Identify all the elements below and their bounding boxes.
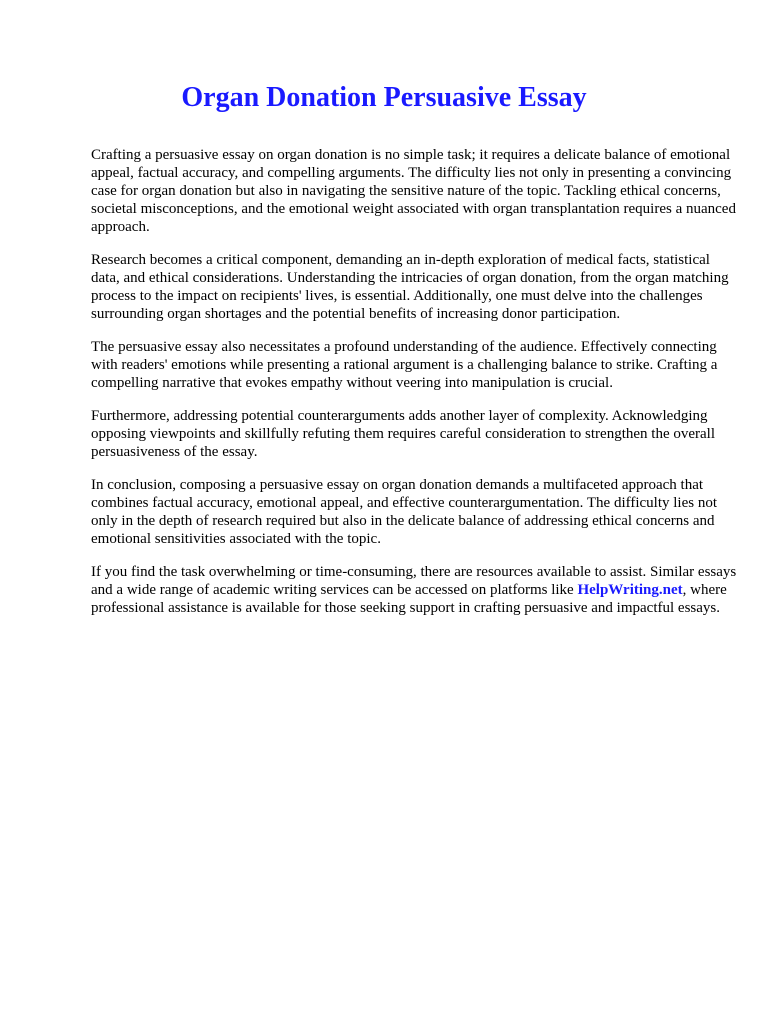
page-title: Organ Donation Persuasive Essay <box>181 82 587 113</box>
paragraph-6-before-link: If you find the task overwhelming or time-consuming, there are resources available to assist. Similar essays and a wide range of academic writing services can be accessed on platforms like <box>91 564 737 598</box>
paragraph-3: The persuasive essay also necessitates a profound understanding of the audience. Effectively connecting with readers' emotions while presenting a rational argument is a challenging balance to strike. Crafting a compelling narrative that evokes empathy without veering into manipulation is crucial. <box>91 339 718 391</box>
paragraph-6-after-link: , where professional assistance is available for those seeking support in crafting persuasive and impactful essays. <box>91 582 727 616</box>
paragraph-2: Research becomes a critical component, demanding an in-depth exploration of medical facts, statistical data, and ethical considerations. Understanding the intricacies of organ donation, from the organ matching process to the impact on recipients' lives, is essential. Additionally, one must delve into the challenges surrounding organ shortages and the potential benefits of increasing donor participation. <box>91 252 729 322</box>
paragraph-6 <box>91 563 741 617</box>
paragraph-4: Furthermore, addressing potential counterarguments adds another layer of complexity. Acknowledging opposing viewpoints and skillfully refuting them requires careful consideration to strengthen the overall persuasiveness of the essay. <box>91 408 716 460</box>
helpwriting-link[interactable]: HelpWriting.net <box>577 582 683 598</box>
essay-body <box>91 146 741 632</box>
paragraph-5: In conclusion, composing a persuasive essay on organ donation demands a multifaceted approach that combines factual accuracy, emotional appeal, and effective counterargumentation. The difficulty lies not only in the depth of research required but also in the delicate balance of addressing ethical concerns and emotional sensitivities associated with the topic. <box>91 477 718 547</box>
paragraph-1: Crafting a persuasive essay on organ donation is no simple task; it requires a delicate balance of emotional appeal, factual accuracy, and compelling arguments. The difficulty lies not only in presenting a convincing case for organ donation but also in navigating the sensitive nature of the topic. Tackling ethical concerns, societal misconceptions, and the emotional weight associated with organ transplantation requires a nuanced approach. <box>91 147 736 235</box>
